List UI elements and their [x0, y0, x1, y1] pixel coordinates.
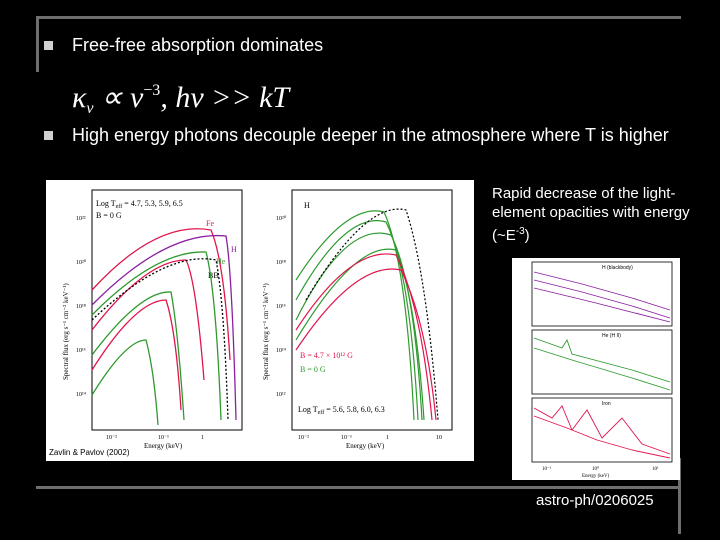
bullet-marker — [44, 41, 53, 50]
left-xlabel: Energy (keV) — [144, 442, 183, 450]
opacity-xtick: 10¹ — [652, 467, 659, 472]
he-spectrum-curve-2 — [92, 292, 184, 420]
right-panel-footer: Log $T_{eff} = 5.6$, 5.8, 6.0, 6.3 — [298, 405, 385, 416]
right-panel-field-zero: B = 0 G — [300, 365, 326, 374]
left-ytick: 10¹⁸ — [76, 304, 86, 310]
opacity-curve-fe-2 — [534, 416, 670, 458]
right-xlabel: Energy (keV) — [346, 442, 385, 450]
left-xtick: 1 — [201, 435, 204, 441]
label-bb: BB — [208, 271, 219, 280]
opacity-curve-he-2 — [534, 348, 670, 390]
label-fe: Fe — [206, 219, 214, 228]
right-xtick: 10⁻² — [298, 435, 309, 441]
opacity-curve-h-3 — [534, 288, 670, 322]
h-b0-curve-4 — [296, 211, 414, 420]
left-ytick: 10²² — [76, 216, 86, 222]
opacity-figure — [512, 258, 680, 480]
opacity-panel-3 — [532, 398, 672, 462]
right-panel-axes — [292, 190, 452, 430]
opacity-note: Rapid decrease of the light-element opacities with energy $(\sim E^{-3})$ — [492, 185, 690, 244]
right-xtick: 10 — [436, 435, 442, 441]
opacity-xtick: 10⁰ — [592, 467, 600, 472]
opacity-panel-title-1: H (blackbody) — [602, 265, 633, 271]
figure-caption: Zavlin & Pavlov (2002) — [49, 448, 130, 457]
fe-spectrum-curve-2 — [92, 260, 204, 380]
left-xtick: 10⁻² — [106, 435, 117, 441]
bullet-text-free-free: Free-free absorption dominates — [72, 35, 324, 55]
left-ytick: 10²⁰ — [76, 260, 87, 266]
spectra-figure-graphic — [46, 180, 474, 461]
opacity-xlabel: Energy (keV) — [582, 474, 610, 479]
right-ytick: 10¹⁴ — [276, 348, 286, 354]
reference-citation: astro-ph/0206025 — [536, 492, 654, 509]
bullet-marker — [44, 131, 53, 140]
he-spectrum-curve-1 — [92, 252, 221, 420]
frame-line-top — [36, 16, 681, 19]
opacity-panel-title-2: He (H II) — [602, 333, 621, 339]
opacity-curve-fe-1 — [534, 406, 670, 454]
left-ylabel: Spectral flux (erg s⁻¹ cm⁻² keV⁻¹) — [62, 283, 70, 380]
left-ytick: 10¹⁶ — [76, 348, 86, 354]
opacity-panel-1 — [532, 262, 672, 326]
opacity-curve-he-1 — [534, 338, 670, 382]
right-ylabel: Spectral flux (erg s⁻¹ cm⁻² keV⁻¹) — [262, 283, 270, 380]
left-ytick: 10¹⁴ — [76, 392, 86, 398]
opacity-xtick: 10⁻¹ — [542, 467, 552, 472]
h-b0-curve-3 — [296, 221, 418, 420]
h-bstrong-curve-1 — [296, 269, 436, 420]
frame-line-left — [36, 16, 39, 72]
opacity-curve-h-2 — [534, 280, 670, 318]
opacity-panel-title-3: Iron — [602, 401, 611, 407]
right-xtick: 1 — [386, 435, 389, 441]
bullet-text-high-energy: High energy photons decouple deeper in the atmosphere where T is higher — [72, 125, 669, 145]
right-ytick: 10¹² — [276, 392, 286, 398]
left-panel-header: Log $T_{eff} = 4.7$, 5.3, 5.9, 6.5 — [96, 199, 183, 210]
he-spectrum-curve-3 — [92, 340, 158, 425]
right-ytick: 10²⁰ — [276, 216, 287, 222]
label-h: H — [231, 245, 237, 254]
right-xtick: 10⁻¹ — [341, 435, 352, 441]
label-he: He — [216, 257, 226, 266]
frame-line-bottom — [36, 486, 681, 489]
right-ytick: 10¹⁸ — [276, 260, 286, 266]
left-panel-field: B = 0 G — [96, 211, 122, 220]
spectra-figure — [46, 180, 474, 461]
right-ytick: 10¹⁶ — [276, 304, 286, 310]
left-xtick: 10⁻¹ — [158, 435, 169, 441]
opacity-figure-graphic — [512, 258, 680, 480]
right-panel-field-strong: B = 4.7 × 10¹² G — [300, 351, 353, 360]
opacity-formula: $\kappa_\nu \propto \nu^{-3}$, hν >> kT — [72, 81, 290, 117]
right-panel-header: H — [304, 201, 310, 210]
fe-spectrum-curve-3 — [92, 300, 181, 410]
